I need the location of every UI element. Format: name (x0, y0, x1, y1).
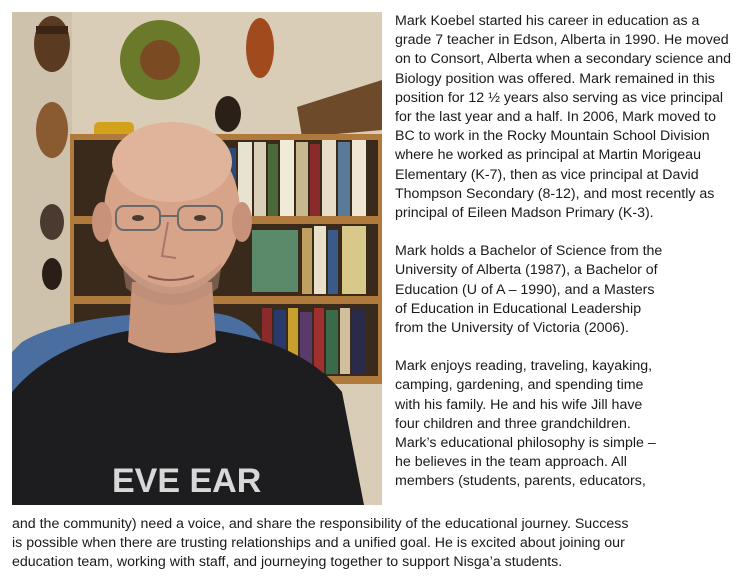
bio-line: Mark’s educational philosophy is simple – (395, 435, 656, 452)
wall-mask-tall (246, 18, 274, 78)
bio-paragraph-philosophy-continued (12, 515, 737, 573)
bio-line: from the University of Victoria (2006). (395, 320, 629, 337)
bio-line: with his family. He and his wife Jill have (395, 396, 643, 413)
wall-mask-sun (120, 20, 200, 100)
bio-line: members (students, parents, educators, (395, 473, 646, 490)
portrait-image (12, 12, 382, 505)
bio-paragraph-personal (395, 357, 735, 491)
bio-line: of Education in Educational Leadership (395, 300, 642, 317)
bio-line: camping, gardening, and spending time (395, 377, 644, 394)
wall-mask-top-left (34, 16, 70, 72)
bio-paragraph-education (395, 242, 735, 338)
bio-line: is possible when there are trusting relationships and a unified goal. He is excited about joining our (12, 535, 625, 552)
bio-line: he believes in the team approach. All (395, 454, 627, 471)
wall-mask-small (215, 96, 241, 132)
bio-line: Mark holds a Bachelor of Science from the (395, 243, 663, 260)
bio-line: and the community) need a voice, and share the responsibility of the educational journey. Success (12, 516, 629, 532)
bio-line: University of Alberta (1987), a Bachelor of (395, 262, 658, 279)
bio-text (395, 12, 735, 511)
shirt-lettering: EVE EAR (112, 462, 262, 500)
bio-line: four children and three grandchildren. (395, 415, 631, 432)
bio-line: Mark enjoys reading, traveling, kayaking, (395, 358, 653, 375)
portrait-photo (12, 12, 382, 505)
bio-line: education team, working with staff, and journeying together to support Nisga’a students. (12, 554, 563, 571)
bio-line: Education (U of A – 1990), and a Masters (395, 281, 655, 298)
bio-paragraph-career: Mark Koebel started his career in education as a grade 7 teacher in Edson, Alberta in 1990. He moved on to Consort, Alberta when a secondary science and Biology position was offered. Mark remained in this position for 12 ½ years also serving as vice principal for the last year and a half. In 2006, Mark moved to BC to work in the Rocky Mountain School Division where he worked as principal at Martin Morigeau Elementary (K-7), then as vice principal at David Thompson Secondary (8-12), and most recently as principal of Eileen Madson Primary (K-3). (395, 13, 731, 222)
